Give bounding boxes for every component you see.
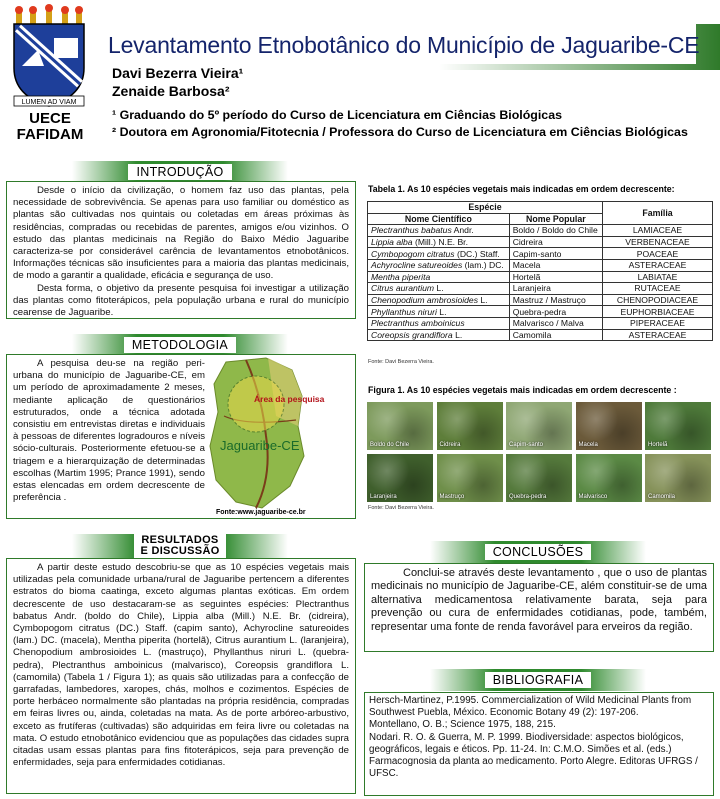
map-source: Fonte:www.jaguaribe-ce.br: [216, 509, 306, 516]
affiliations: [112, 107, 688, 141]
cell-popular-name: Capim-santo: [509, 248, 602, 260]
cell-popular-name: Malvarisco / Malva: [509, 317, 602, 329]
figure-caption: Figura 1. As 10 espécies vegetais mais indicadas em ordem decrescente :: [368, 385, 677, 395]
map-city-label: Jaguaribe-CE: [220, 438, 300, 453]
conclusions-box: [364, 563, 714, 652]
plant-photo-label: Mastruço: [439, 494, 465, 500]
method-text: A pesquisa deu-se na região peri-urbana do município de Jaguaribe-CE, em um período de aproximadamente 2 meses, mediante aplicação de questionários estruturados, onde a técnica adotada consistiu em entrevistas diretas e individuais à pessoas de diferentes logradouros e níveis sócio-culturais. Posteriormente efetuou-se a triagem e a hierarquização de determinadas escolhas (Martim 1995; Prance 1991), sendo estas elencadas em ordem decrescente de preferência .: [13, 358, 205, 504]
plant-photo: [367, 454, 433, 502]
cell-family: EUPHORBIACEAE: [603, 306, 713, 318]
authors: [112, 64, 243, 100]
th-nome-cientifico: Nome Científico: [368, 213, 510, 225]
plant-photo-label: Capim-santo: [509, 442, 544, 448]
reference-2: Montellano, O. B.; Science 1975, 188, 215.: [369, 719, 556, 731]
cell-scientific-name: Citrus aurantium L.: [368, 283, 510, 295]
logo-motto: LUMEN AD VIAM: [21, 99, 77, 106]
table-row: [368, 236, 713, 248]
cell-popular-name: Laranjeira: [509, 283, 602, 295]
cell-family: LABIATAE: [603, 271, 713, 283]
plant-photo: [576, 402, 642, 450]
plant-photo: [506, 402, 572, 450]
cell-scientific-name: Cymbopogom citratus (DC.) Staff.: [368, 248, 510, 260]
table-row: [368, 271, 713, 283]
results-text: A partir deste estudo descobriu-se que as 10 espécies vegetais mais utilizadas pela comunidade urbana/rural de Jaguaribe pertencem a diferentes estratos do bioma caatinga, exceto algumas plantas exóticas. Em ordem decrescente de uso destacaram-se as seguintes espécies: Plectranthus babatus Andr. (boldo do Chile), Lippia alba (Mill.) N.E. Br. (cidreira), Cymbopogom citratus (DC.) Staff. (capim santo), Achyrocline satureoides (lam.) DC. (macela), Mentha piperita (hortelã), Citrus aurantium L. (laranjeira), Chenopodium ambrosioides L. (mastruço), Phyllanthus niruri L. (quebra-pedra), Plectranthus amboinicus (malvarisco), Coreopsis grandiflora L. (camomila) (Tabela 1 / Figura 1); as quais são utilizadas para a confecção de garrafadas, lambedores, xaropes, chás, molhos e cozimentos. Espécies de porte herbáceo normalmente são plantadas na própria residência, compradas em feiras livres ou, ainda, coletadas na mata. As de porte arbóreo-arbustivo, exceto as frutíferas (cultivadas) são adquiridas em feira livre ou coletadas na mata. O estudo etnobotânico evidenciou que as populações das cidades supra citadas usam essas plantas para fins fitoterápicos, seja para prevenção de enfermidades, seja para enfermidades cotidianas.: [13, 562, 349, 769]
jaguaribe-map: [206, 356, 325, 516]
cell-scientific-name: Coreopsis grandiflora L.: [368, 329, 510, 341]
cell-scientific-name: Chenopodium ambrosioides L.: [368, 294, 510, 306]
conclusions-header: [430, 541, 646, 563]
cell-family: VERBENACEAE: [603, 236, 713, 248]
cell-popular-name: Macela: [509, 259, 602, 271]
plant-photo-label: Cidreira: [439, 442, 461, 448]
cell-scientific-name: Achyrocline satureoides (lam.) DC.: [368, 259, 510, 271]
bibliography-header: [430, 669, 646, 691]
results-title: RESULTADOS E DISCUSSÃO: [134, 533, 225, 559]
cell-scientific-name: Plectranthus babatus Andr.: [368, 225, 510, 237]
table-source: Fonte: Davi Bezerra Vieira.: [368, 359, 434, 365]
table-row: [368, 294, 713, 306]
plant-photo-label: Malvarisco: [578, 494, 608, 500]
reference-1: Hersch-Martinez, P.1995. Commercialization of Wild Medicinal Plants from Southwest Puebla, México. Economic Botany 49 (2): 197-206.: [369, 695, 692, 719]
map-area-label: Área da pesquisa: [254, 394, 325, 404]
table-row: [368, 283, 713, 295]
table-row: [368, 329, 713, 341]
torch-icons: [15, 4, 83, 24]
plant-photo: [645, 454, 711, 502]
cell-popular-name: Hortelã: [509, 271, 602, 283]
plant-photo: [437, 454, 503, 502]
plant-photo: [645, 402, 711, 450]
cell-popular-name: Camomila: [509, 329, 602, 341]
plant-photo-label: Boldo do Chile: [370, 442, 410, 448]
institution-name: UECE FAFIDAM: [16, 110, 84, 143]
cell-family: RUTACEAE: [603, 283, 713, 295]
results-header: [72, 534, 288, 558]
cell-family: ASTERACEAE: [603, 329, 713, 341]
cell-scientific-name: Lippia alba (Mill.) N.E. Br.: [368, 236, 510, 248]
cell-popular-name: Cidreira: [509, 236, 602, 248]
cell-popular-name: Quebra-pedra: [509, 306, 602, 318]
intro-title: INTRODUÇÃO: [128, 164, 231, 180]
poster-title: Levantamento Etnobotânico do Município de Jaguaribe-CE: [108, 32, 700, 58]
th-familia: Família: [603, 202, 713, 225]
reference-3: Nodari. R. O. & Guerra, M. P. 1999. Biodiversidade: aspectos biológicos, geográficos, legais e éticos. Pp. 11-24. In: C.M.O. Simões et al. (eds.) Farmacognosia da planta ao medicamento. Porto Alegre. Editoras UFRGS / UFSC.: [369, 731, 698, 780]
plant-photo-label: Quebra-pedra: [509, 494, 547, 500]
author-1: Davi Bezerra Vieira¹: [112, 65, 244, 81]
affiliation-1: ¹ Graduando do 5º período do Curso de Licenciatura em Ciências Biológicas: [112, 108, 562, 122]
table-row: [368, 248, 713, 260]
table-row: [368, 317, 713, 329]
plant-photo-label: Laranjeira: [370, 494, 397, 500]
cell-family: CHENOPODIACEAE: [603, 294, 713, 306]
cell-scientific-name: Plectranthus amboinicus: [368, 317, 510, 329]
table-row: [368, 225, 713, 237]
cell-family: ASTERACEAE: [603, 259, 713, 271]
uece-logo: [8, 6, 90, 111]
author-2: Zenaide Barbosa²: [112, 83, 230, 99]
intro-header: [72, 161, 288, 183]
cell-scientific-name: Phyllanthus niruri L.: [368, 306, 510, 318]
cell-family: PIPERACEAE: [603, 317, 713, 329]
plant-photo: [506, 454, 572, 502]
plant-photo: [367, 402, 433, 450]
intro-box: [6, 181, 356, 319]
photo-grid: [367, 402, 713, 504]
table-caption: Tabela 1. As 10 espécies vegetais mais indicadas em ordem decrescente:: [368, 184, 675, 194]
intro-paragraph-1: Desde o início da civilização, o homem faz uso das plantas, pela necessidade de sobrevivência. Se apenas para uso familiar ou doméstico as plantas são cultivadas nos quintais ou coletadas em áreas próximas às residências, compradas ou recebidas de parentes, amigos e/ou vizinhos. O estudo das plantas medicinais na Região do Baixo Médio Jaguaribe caracteriza-se por considerável carência de levantamentos etnobotânicos. Informações técnicas são insuficientes para a maioria das plantas medicinais, de modo a garantir a qualidade, eficácia e segurança de uso.: [13, 185, 349, 282]
table-row: [368, 259, 713, 271]
cell-family: LAMIACEAE: [603, 225, 713, 237]
plant-photo: [437, 402, 503, 450]
method-title: METODOLOGIA: [124, 337, 236, 353]
cell-scientific-name: Mentha piperita: [368, 271, 510, 283]
th-nome-popular: Nome Popular: [509, 213, 602, 225]
species-table: [367, 201, 713, 341]
bibliography-box: [364, 692, 714, 796]
table-row: [368, 306, 713, 318]
bibliography-title: BIBLIOGRAFIA: [485, 672, 591, 688]
plant-photo: [576, 454, 642, 502]
figure-source: Fonte: Davi Bezerra Vieira.: [368, 505, 434, 511]
method-header: [72, 334, 288, 356]
conclusions-text: Conclui-se através deste levantamento , que o uso de plantas medicinais no município de Jaguaribe-CE, além constituir-se de uma alternativa medicamentosa relativamente barata, seja para prevenção ou cura de enfermidades cotidianas, pode, também, representar uma fonte de renda favorável para erveiros da região.: [371, 567, 707, 633]
plant-photo-label: Camomila: [648, 494, 676, 500]
cell-family: POACEAE: [603, 248, 713, 260]
results-box: [6, 558, 356, 794]
intro-paragraph-2: Desta forma, o objetivo da presente pesquisa foi investigar a utilização das plantas como fitoterápicos, pela população urbana e rural do município cearense de Jaguaribe.: [13, 282, 349, 319]
cell-popular-name: Mastruz / Mastruço: [509, 294, 602, 306]
cell-popular-name: Boldo / Boldo do Chile: [509, 225, 602, 237]
th-especie: Espécie: [368, 202, 603, 214]
plant-photo-label: Macela: [578, 442, 598, 448]
research-area-circle: [228, 376, 284, 432]
affiliation-2: ² Doutora em Agronomia/Fitotecnia / Professora do Curso de Licenciatura em Ciências Biológicas: [112, 125, 688, 139]
plant-photo-label: Hortelã: [648, 442, 668, 448]
conclusions-title: CONCLUSÕES: [485, 544, 592, 560]
